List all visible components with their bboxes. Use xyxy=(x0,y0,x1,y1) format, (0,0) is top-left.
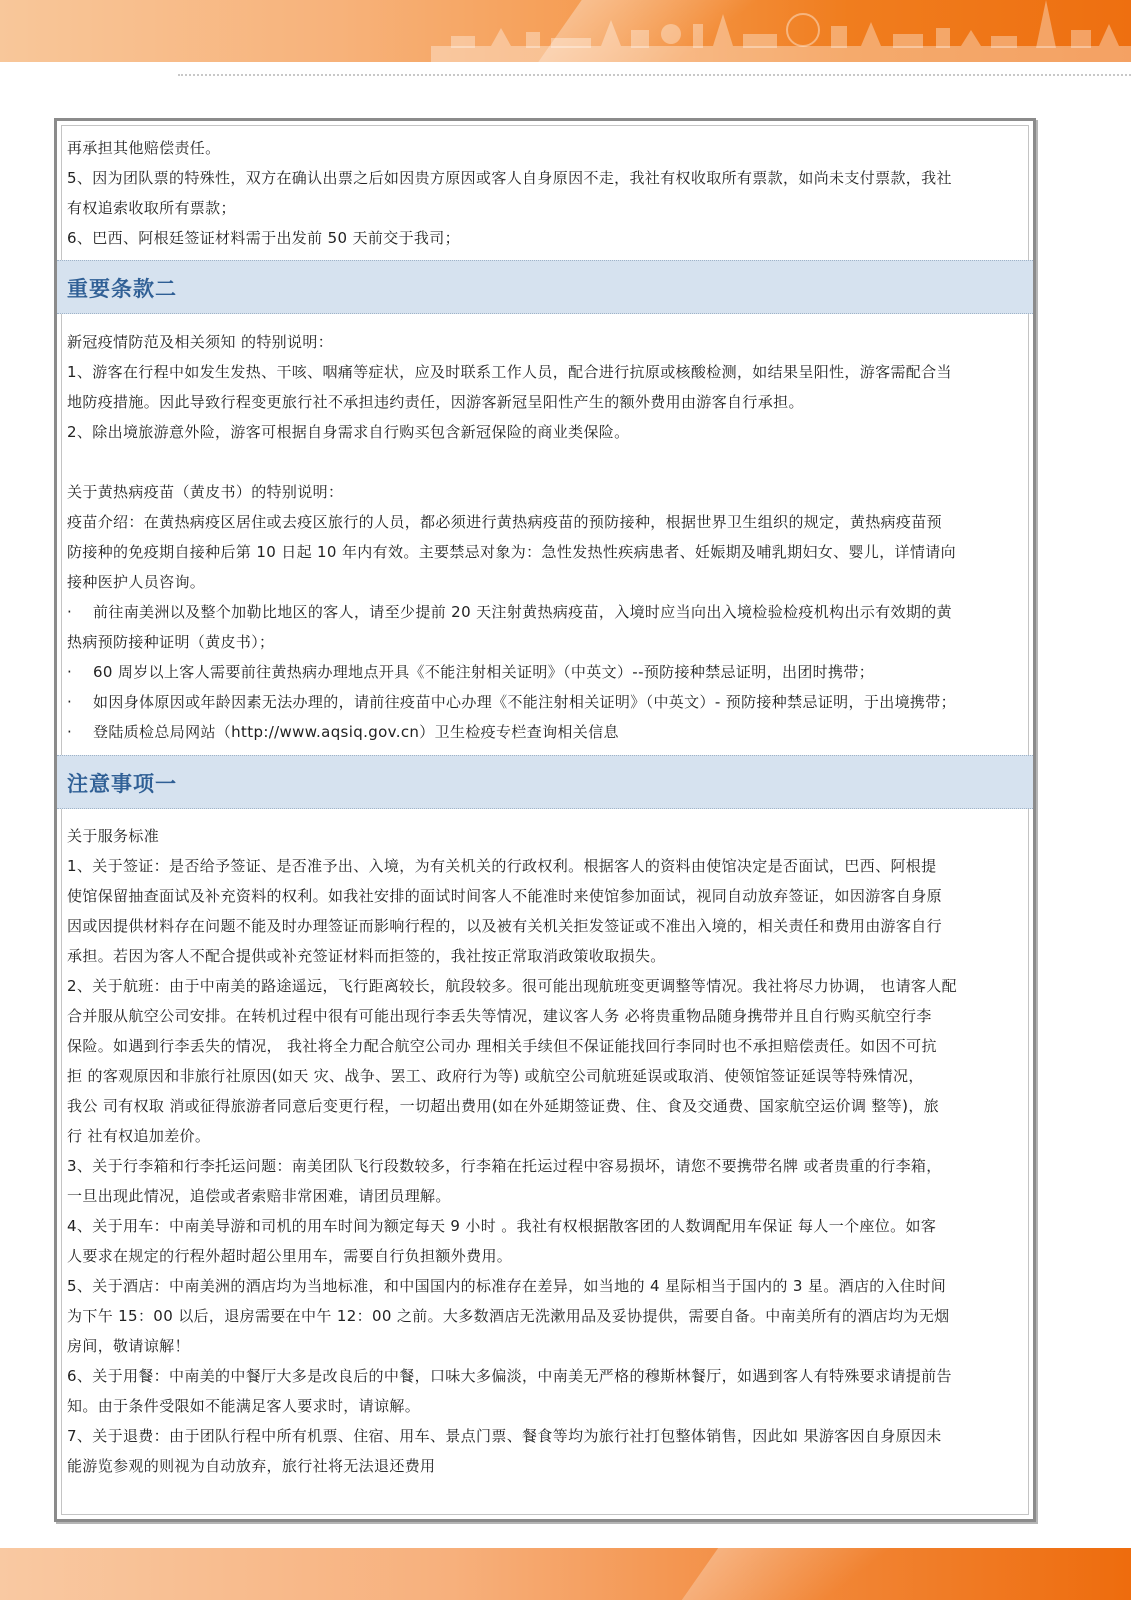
intro-paragraph xyxy=(67,133,1027,253)
text-line: 5、关于酒店：中南美洲的酒店均为当地标准，和中国国内的标准存在差异，如当地的 4 星际相当于国内的 3 星。酒店的入住时间 xyxy=(67,1277,947,1295)
text-line: 6、巴西、阿根廷签证材料需于出发前 50 天前交于我司； xyxy=(67,229,460,247)
text-line: 接种医护人员咨询。 xyxy=(67,573,206,591)
footer-banner xyxy=(0,1548,1131,1600)
text-line: 人要求在规定的行程外超时超公里用车，需要自行负担额外费用。 xyxy=(67,1247,513,1265)
text-line: 关于黄热病疫苗（黄皮书）的特别说明： xyxy=(67,483,344,501)
section-header-notice-1 xyxy=(57,755,1033,809)
text-line: 知。由于条件受限如不能满足客人要求时，请谅解。 xyxy=(67,1397,421,1415)
text-line: 行 社有权追加差价。 xyxy=(67,1127,211,1145)
text-line: 地防疫措施。因此导致行程变更旅行社不承担违约责任，因游客新冠呈阳性产生的额外费用由游客自行承担。 xyxy=(67,393,804,411)
text-line: 1、关于签证：是否给予签证、是否准予出、入境，为有关机关的行政权利。根据客人的资料由使馆决定是否面试，巴西、阿根提 xyxy=(67,857,937,875)
text-line: 疫苗介绍：在黄热病疫区居住或去疫区旅行的人员，都必须进行黄热病疫苗的预防接种，根据世界卫生组织的规定，黄热病疫苗预 xyxy=(67,513,942,531)
text-line: 有权追索收取所有票款； xyxy=(67,199,236,217)
text-line: 能游览参观的则视为自动放弃，旅行社将无法退还费用 xyxy=(67,1457,436,1475)
text-line: 再承担其他赔偿责任。 xyxy=(67,139,221,157)
text-line: 因或因提供材料存在问题不能及时办理签证而影响行程的，以及被有关机关拒发签证或不准出入境的，相关责任和费用由游客自行 xyxy=(67,917,942,935)
bullet-text: 60 周岁以上客人需要前往黄热病办理地点开具《不能注射相关证明》（中英文）--预防接种禁忌证明，出团时携带； xyxy=(93,663,875,681)
text-line: 3、关于行李箱和行李托运问题：南美团队飞行段数较多，行李箱在托运过程中容易损坏，请您不要携带名牌 或者贵重的行李箱， xyxy=(67,1157,942,1175)
text-line: 防接种的免疫期自接种后第 10 日起 10 年内有效。主要禁忌对象为：急性发热性疾病患者、妊娠期及哺乳期妇女、婴儿，详情请向 xyxy=(67,543,956,561)
bullet-item xyxy=(67,657,1027,687)
section-title: 重要条款二 xyxy=(67,277,177,301)
city-skyline-decoration xyxy=(431,0,1131,62)
text-line: 一旦出现此情况，追偿或者索赔非常困难，请团员理解。 xyxy=(67,1187,451,1205)
section-body-important-terms-2 xyxy=(67,327,1027,747)
text-line: 为下午 15：00 以后，退房需要在中午 12：00 之前。大多数酒店无洗漱用品及妥协提供，需要自备。中南美所有的酒店均为无烟 xyxy=(67,1307,950,1325)
text-line: 4、关于用车：中南美导游和司机的用车时间为额定每天 9 小时 。我社有权根据散客团的人数调配用车保证 每人一个座位。如客 xyxy=(67,1217,937,1235)
section-title: 注意事项一 xyxy=(67,772,177,796)
text-line: 2、关于航班：由于中南美的路途遥远，飞行距离较长，航段较多。很可能出现航班变更调整等情况。我社将尽力协调， 也请客人配 xyxy=(67,977,957,995)
blank-line xyxy=(67,447,1027,477)
bullet-dot: · xyxy=(67,693,73,711)
text-line: 2、除出境旅游意外险，游客可根据自身需求自行购买包含新冠保险的商业类保险。 xyxy=(67,423,630,441)
section-body-notice-1 xyxy=(67,821,1027,1481)
text-line: 承担。若因为客人不配合提供或补充签证材料而拒签的，我社按正常取消政策收取损失。 xyxy=(67,947,666,965)
text-line: 1、游客在行程中如发生发热、干咳、咽痛等症状，应及时联系工作人员，配合进行抗原或核酸检测，如结果呈阳性，游客需配合当 xyxy=(67,363,952,381)
bullet-dot: · xyxy=(67,723,73,741)
bullet-continuation: 热病预防接种证明（黄皮书）； xyxy=(67,633,275,651)
text-line: 我公 司有权取 消或征得旅游者同意后变更行程，一切超出费用(如在外延期签证费、住、食及交通费、国家航空运价调 整等)，旅 xyxy=(67,1097,940,1115)
text-line: 5、因为团队票的特殊性，双方在确认出票之后如因贵方原因或客人自身原因不走，我社有权收取所有票款，如尚未支付票款，我社 xyxy=(67,169,952,187)
text-line: 6、关于用餐：中南美的中餐厅大多是改良后的中餐，口味大多偏淡，中南美无严格的穆斯林餐厅，如遇到客人有特殊要求请提前告 xyxy=(67,1367,952,1385)
bullet-item xyxy=(67,597,1027,627)
bullet-text: 前往南美洲以及整个加勒比地区的客人，请至少提前 20 天注射黄热病疫苗，入境时应当向出入境检验检疫机构出示有效期的黄 xyxy=(93,603,952,621)
header-divider xyxy=(178,74,1131,76)
bullet-text: 登陆质检总局网站（http://www.aqsiq.gov.cn）卫生检疫专栏查询相关信息 xyxy=(93,723,619,741)
header-banner xyxy=(0,0,1131,62)
section-header-important-terms-2 xyxy=(57,260,1033,314)
bullet-text: 如因身体原因或年龄因素无法办理的，请前往疫苗中心办理《不能注射相关证明》（中英文）- 预防接种禁忌证明，于出境携带； xyxy=(93,693,956,711)
text-line: 关于服务标准 xyxy=(67,827,160,845)
text-line: 保险。如遇到行李丢失的情况， 我社将全力配合航空公司办 理相关手续但不保证能找回行李同时也不承担赔偿责任。如因不可抗 xyxy=(67,1037,937,1055)
text-line: 使馆保留抽查面试及补充资料的权利。如我社安排的面试时间客人不能准时来使馆参加面试，视同自动放弃签证，如因游客自身原 xyxy=(67,887,942,905)
banner-highlight xyxy=(682,1548,978,1600)
text-line: 拒 的客观原因和非旅行社原因(如天 灾、战争、罢工、政府行为等) 或航空公司航班延误或取消、使领馆签证延误等特殊情况， xyxy=(67,1067,924,1085)
bullet-item xyxy=(67,687,1027,717)
bullet-dot: · xyxy=(67,663,73,681)
bullet-dot: · xyxy=(67,603,73,621)
text-line: 7、关于退费：由于团队行程中所有机票、住宿、用车、景点门票、餐食等均为旅行社打包整体销售，因此如 果游客因自身原因未 xyxy=(67,1427,942,1445)
bullet-item xyxy=(67,717,1027,747)
content-frame xyxy=(54,118,1036,1522)
text-line: 房间，敬请谅解！ xyxy=(67,1337,190,1355)
text-line: 合并服从航空公司安排。在转机过程中很有可能出现行李丢失等情况，建议客人务 必将贵重物品随身携带并且自行购买航空行李 xyxy=(67,1007,932,1025)
text-line: 新冠疫情防范及相关须知 的特别说明： xyxy=(67,333,334,351)
